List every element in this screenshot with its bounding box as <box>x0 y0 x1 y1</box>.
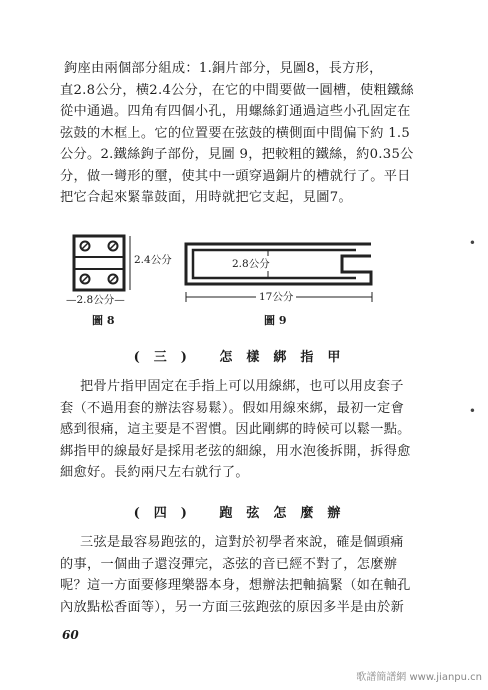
text-line: 直2.8公分，横2.4公分，在它的中間要做一圓槽，使粗鐵絲 <box>60 82 414 98</box>
page-number: 60 <box>62 628 79 642</box>
margin-dot: • <box>468 404 476 418</box>
wire-hook-inner <box>193 250 356 278</box>
text-line: 套（不過用套的辦法容易鬆）。假如用線來綁，最初一定會 <box>60 400 405 416</box>
text-line: 細愈好。長約兩尺左右就行了。 <box>60 465 249 480</box>
text-line: 公分。2.鐵絲鉤子部份，見圖 9，把較粗的鐵絲，約0.35公 <box>60 147 414 162</box>
margin-dot: • <box>468 236 476 250</box>
text-line: 把它合起來緊靠鼓面，用時就把它支起，見圖7。 <box>60 190 352 205</box>
text-line: 弦鼓的木框上。它的位置要在弦鼓的横側面中間偏下約 1.5 <box>60 125 411 141</box>
screw-hole-icon <box>109 275 118 284</box>
figure-8-width-label: —2.8公分— <box>66 294 125 306</box>
nail-binding-paragraph <box>60 376 420 484</box>
text-line: 呢？這一方面要修理樂器本身，想辦法把軸搞緊（如在軸孔 <box>60 578 411 593</box>
text-line: 綁指甲的線最好是採用老弦的細線，用水泡後拆開，拆得愈 <box>60 443 411 459</box>
loose-string-paragraph <box>60 532 420 618</box>
figure-8-caption: 圖 8 <box>92 314 115 327</box>
text-line: 從中通過。四角有四個小孔，用螺絲釘通過這些小孔固定在 <box>60 104 411 119</box>
intro-paragraph <box>60 58 420 209</box>
site-watermark: 歌譜簡譜網 www.jianpu.cn <box>356 672 482 683</box>
figure-9-length-label: 17公分 <box>256 289 296 304</box>
screw-hole-icon <box>109 242 118 251</box>
text-line: 的事，一個曲子還沒彈完，忞弦的音已經不對了，怎麼辦 <box>60 556 398 572</box>
text-line: 把骨片指甲固定在手指上可以用線綁，也可以用皮套子 <box>80 379 404 394</box>
screw-hole-icon <box>81 275 90 284</box>
figure-8-diagram <box>60 232 180 322</box>
figure-8-height-label: 2.4公分 <box>134 254 172 266</box>
screw-hole-icon <box>81 242 90 251</box>
figure-9-caption: 圖 9 <box>264 314 287 327</box>
section-heading: (四) 跑弦怎麼辦 <box>133 506 355 521</box>
text-line: 內放點松香面等），另一方面三弦跑弦的原因多半是由於新 <box>60 599 405 615</box>
text-line: 感到很痛，這主要是不習慣。因此剛綁的時候可以鬆一點。 <box>60 422 411 437</box>
section-heading: (三) 怎樣綁指甲 <box>133 350 355 365</box>
text-line: 鉤座由兩個部分組成：1.銅片部分，見圖8，長方形， <box>64 61 383 76</box>
text-line: 三弦是最容易跑弦的，這對於初學者來說，確是個頭痛 <box>80 535 404 550</box>
figure-9-inner-label: 2.8公分 <box>232 258 270 270</box>
text-line: 分，做一彎形的壐，使其中一頭穿過銅片的槽就行了。平日 <box>60 168 411 184</box>
